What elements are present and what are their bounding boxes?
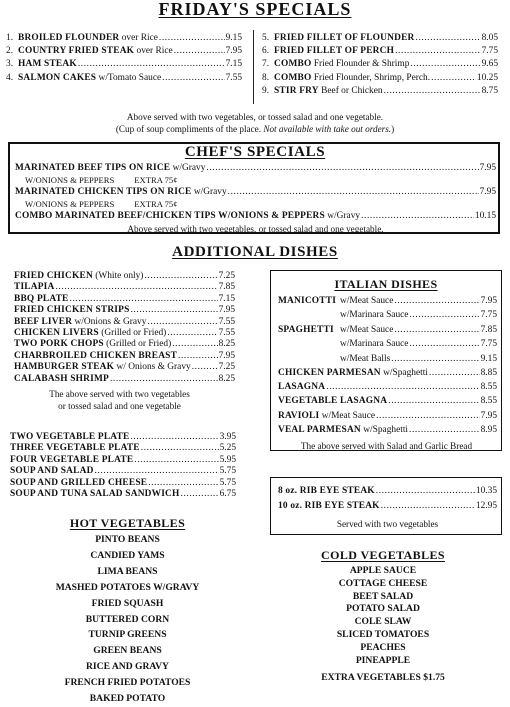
menu-item: 3. HAM STEAK ..... 7.15	[6, 58, 242, 71]
menu-item: TWO PORK CHOPS (Grilled or Fried) ..... 8.25	[14, 339, 235, 350]
menu-item: MARINATED BEEF TIPS ON RICE w/Gravy ..... 7.95	[15, 162, 496, 175]
menu-item: CHICKEN LIVERS (Grilled or Fried) ..... 7.55	[14, 328, 235, 339]
menu-item: VEAL PARMESAN w/Spaghetti ..... 8.95	[278, 423, 497, 437]
fridays-specials-title: FRIDAY'S SPECIALS	[158, 0, 352, 19]
menu-item: BBQ PLATE ..... 7.15	[14, 294, 235, 305]
menu-item: MANICOTTI w/Meat Sauce ..... 7.95	[278, 294, 497, 308]
menu-item: 5. FRIED FILLET OF FLOUNDER ..... 8.05	[262, 32, 498, 45]
list-item: PEACHES	[360, 641, 406, 653]
menu-item: 7. COMBO Fried Flounder & Shrimp ..... 9.65	[262, 58, 498, 71]
list-item: CANDIED YAMS	[90, 549, 165, 561]
menu-item: CHARBROILED CHICKEN BREAST ..... 7.95	[14, 351, 235, 362]
list-item: GREEN BEANS	[93, 645, 162, 657]
menu-item-option: W/ONIONS & PEPPERS EXTRA 75¢	[25, 175, 178, 186]
additional-dishes-note: The above served with two vegetables or tossed salad and one vegetable	[49, 389, 190, 412]
list-item: LIMA BEANS	[97, 565, 158, 577]
menu-item: RAVIOLI w/Meat Sauce ..... 7.95	[278, 409, 497, 423]
chefs-specials-title: CHEF'S SPECIALS	[184, 144, 326, 160]
list-item: POTATO SALAD	[346, 603, 420, 615]
hot-vegetables-list	[0, 532, 255, 707]
italian-dishes-list	[278, 294, 497, 452]
menu-item: LASAGNA ..... 8.55	[278, 380, 497, 394]
list-item: BUTTERED CORN	[85, 613, 170, 625]
chefs-specials-list	[15, 162, 496, 235]
menu-item: FOUR VEGETABLE PLATE ..... 5.95	[10, 455, 236, 466]
cold-vegetables-title: COLD VEGETABLES	[321, 548, 445, 562]
italian-dishes-title: ITALIAN DISHES	[334, 277, 438, 291]
menu-item: MARINATED CHICKEN TIPS ON RICE w/Gravy ..... 7.95	[15, 186, 496, 199]
list-item: PINTO BEANS	[95, 534, 160, 545]
additional-dishes-list	[14, 271, 235, 412]
fridays-specials-left-list	[6, 32, 242, 85]
list-item: APPLE SAUCE	[349, 565, 417, 576]
menu-item: SPAGHETTI w/Meat Sauce ..... 7.85	[278, 323, 497, 337]
menu-item: FRIED CHICKEN STRIPS ..... 7.95	[14, 305, 235, 316]
list-item: MASHED POTATOES W/GRAVY	[55, 581, 200, 593]
list-item: BEET SALAD	[352, 590, 414, 602]
fridays-specials-right-list	[262, 32, 498, 98]
menu-item: COMBO MARINATED BEEF/CHICKEN TIPS W/ONIONS & PEPPERS w/Gravy ..... 10.15	[15, 210, 496, 223]
menu-item: 10 oz. RIB EYE STEAK ..... 12.95	[278, 499, 497, 514]
menu-item: BEEF LIVER w/Onions & Gravy ..... 7.55	[14, 317, 235, 328]
additional-dishes-title: ADDITIONAL DISHES	[172, 244, 338, 260]
list-item: COLE SLAW	[354, 616, 412, 628]
menu-item: 8 oz. RIB EYE STEAK ..... 10.35	[278, 484, 497, 499]
menu-item: w/Marinara Sauce ..... 7.75	[278, 337, 497, 351]
list-item: RICE AND GRAVY	[86, 661, 169, 673]
list-item: COTTAGE CHEESE	[338, 577, 428, 589]
list-item: FRIED SQUASH	[91, 597, 164, 609]
italian-dishes-note: The above served with Salad and Garlic Bread	[300, 441, 473, 452]
rib-eye-note: Served with two vegetables	[336, 519, 439, 529]
menu-item: 9. STIR FRY Beef or Chicken ..... 8.75	[262, 85, 498, 98]
vegetable-plates-list	[10, 432, 236, 500]
extra-vegetables: EXTRA VEGETABLES $1.75	[321, 672, 445, 683]
menu-item: THREE VEGETABLE PLATE ..... 5.25	[10, 443, 236, 454]
column-divider	[253, 30, 254, 104]
menu-item: 1. BROILED FLOUNDER over Rice ..... 9.15	[6, 32, 242, 45]
menu-item: HAMBURGER STEAK w/ Onions & Gravy ..... 7.25	[14, 362, 235, 373]
menu-item: TWO VEGETABLE PLATE ..... 3.95	[10, 432, 236, 443]
menu-item: CHICKEN PARMESAN w/Spaghetti ..... 8.85	[278, 366, 497, 380]
menu-item: 2. COUNTRY FRIED STEAK over Rice ..... 7.95	[6, 45, 242, 58]
menu-item: SOUP AND GRILLED CHEESE ..... 5.75	[10, 478, 236, 489]
menu-item: FRIED CHICKEN (White only) ..... 7.25	[14, 271, 235, 282]
list-item: TURNIP GREENS	[88, 629, 167, 641]
menu-item: w/Marinara Sauce ..... 7.75	[278, 308, 497, 322]
list-item: PINEAPPLE	[355, 654, 411, 666]
menu-item: 6. FRIED FILLET OF PERCH ..... 7.75	[262, 45, 498, 58]
menu-item: SOUP AND TUNA SALAD SANDWICH ..... 6.75	[10, 489, 236, 500]
hot-vegetables-title: HOT VEGETABLES	[69, 516, 186, 530]
list-item: FRENCH FRIED POTATOES	[64, 677, 191, 689]
menu-item: w/Meat Balls ..... 9.15	[278, 352, 497, 366]
list-item: SLICED TOMATOES	[336, 628, 430, 640]
fridays-specials-note: Above served with two vegetables, or tossed salad and one vegetable. (Cup of soup compliments of the place. Not available with take out orders.)	[115, 112, 395, 134]
menu-item: 4. SALMON CAKES w/Tomato Sauce ..... 7.55	[6, 72, 242, 85]
list-item: BAKED POTATO	[89, 693, 166, 705]
menu-item: CALABASH SHRIMP ..... 8.25	[14, 374, 235, 385]
menu-item-option: W/ONIONS & PEPPERS EXTRA 75¢	[25, 199, 178, 210]
chefs-specials-note: Above served with two vegetables, or tossed salad and one vegetable.	[127, 223, 384, 234]
menu-item: 8. COMBO Fried Flounder, Shrimp, Perch. ..... 10.25	[262, 72, 498, 85]
menu-item: VEGETABLE LASAGNA ..... 8.55	[278, 394, 497, 408]
cold-vegetables-list	[256, 565, 510, 667]
menu-item: SOUP AND SALAD ..... 5.75	[10, 466, 236, 477]
rib-eye-list	[278, 484, 497, 530]
menu-item: TILAPIA ..... 7.85	[14, 282, 235, 293]
